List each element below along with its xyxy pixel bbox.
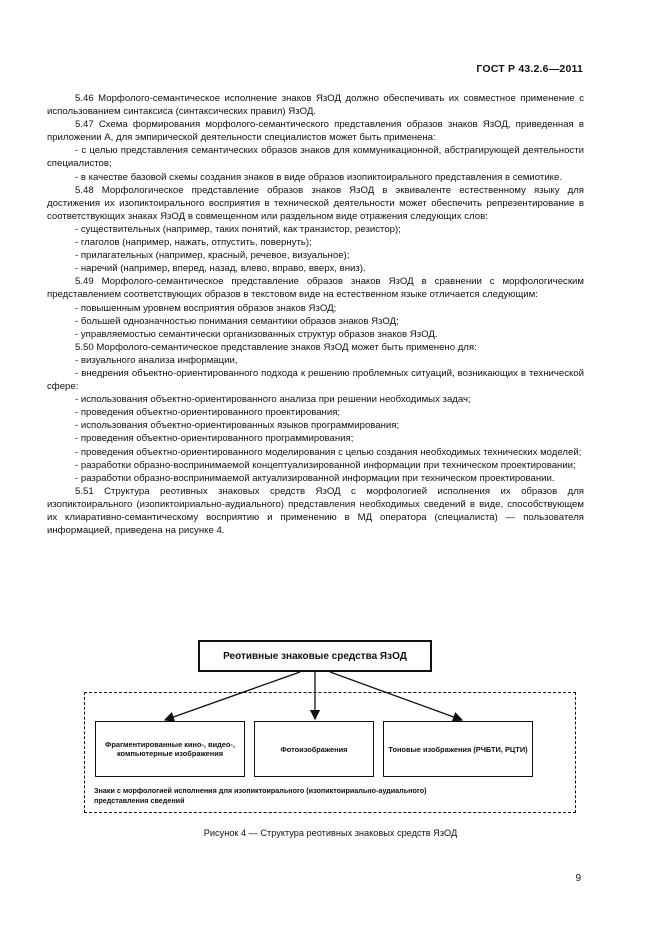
paragraph: - использования объектно-ориентированного анализа при решении необходимых задач; [75,394,471,406]
paragraph: - повышенным уровнем восприятия образов знаков ЯзОД; [75,302,337,314]
body-text [47,92,584,537]
dashed-group [84,692,576,813]
top-box: Реотивные знаковые средства ЯзОД [198,640,432,672]
paragraph: - управляемостью семантически организованных структур образов знаков ЯзОД. [75,328,438,340]
paragraph: - внедрения объектно-ориентированного подхода к решению проблемных ситуаций, возникающих в технической сфере: [47,367,584,393]
paragraph: - большей однозначностью понимания семантики образов знаков ЯзОД; [75,315,399,327]
paragraph: 5.51 Структура реотивных знаковых средств ЯзОД с морфологией исполнения их образов для изопиктоирального (изопиктоириально-аудиального) представления необходимых сведений в виде, способствующем их клиаративно-семантическому восприятию и применению в МД оператора (специалиста) — пользователя информацией, приведена на рисунке 4. [47,485,584,537]
page-number: 9 [575,873,581,884]
paragraph: - глаголов (например, нажать, отпустить, повернуть); [75,237,312,249]
paragraph: - проведения объектно-ориентированного программирования; [75,433,354,445]
paragraph: - прилагательных (например, красный, речевое, визуальное); [75,250,350,262]
box-fragmented-images: Фрагментированные кино-, видео-, компьютерные изображения [95,721,245,777]
document-code: ГОСТ Р 43.2.6—2011 [476,63,583,75]
paragraph: 5.47 Схема формирования морфолого-семантического представления образов знаков ЯзОД, приведенная в приложении А, для эмпирической деятельности специалистов может быть применена: [47,119,584,144]
box-tone-images: Тоновые изображения (РЧБТИ, РЦТИ) [383,721,533,777]
paragraph: - проведения объектно-ориентированного проектирования; [75,407,341,419]
paragraph: 5.50 Морфолого-семантическое представление знаков ЯзОД может быть применено для: [75,341,477,353]
paragraph: - в качестве базовой схемы создания знаков в виде образов изопиктоирального представления в семиотике. [75,171,562,183]
paragraph: - с целью представления семантических образов знаков для коммуникационной, абстрагирующей деятельности специалистов; [47,145,584,170]
paragraph: - разработки образно-воспринимаемой актуализированной информации при техническом проектировании. [75,472,555,484]
paragraph: - визуального анализа информации, [75,354,238,366]
dashed-group-label: Знаки с морфологией исполнения для изопиктоирального (изопиктоириально-аудиального) представления сведений [94,786,427,805]
paragraph: 5.49 Морфолого-семантическое представление образов знаков ЯзОД в сравнении с морфологическим представлением соответствующих образов в текстовом виде на естественном языке отличается следующим: [47,276,584,301]
figure-caption: Рисунок 4 — Структура реотивных знаковых средств ЯзОД [203,828,458,838]
paragraph: - существительных (например, таких понятий, как транзистор, резистор); [75,223,401,235]
paragraph: - разработки образно-воспринимаемой концептуализированной информации при техническом проектировании; [75,459,576,471]
paragraph: - проведения объектно-ориентированного моделирования с целью создания необходимых технических моделей; [75,446,582,458]
paragraph: - наречий (например, вперед, назад, влево, вправо, вверх, вниз). [75,263,366,275]
paragraph: 5.48 Морфологическое представление образов знаков ЯзОД в эквиваленте естественному языку для достижения их изопиктоирального восприятия в технической деятельности может обеспечить репрезентирование в соответствующих знаках ЯзОД в совмещенном или раздельном виде отражения следующих слов: [47,184,584,222]
arrow-right [330,672,462,720]
arrow-left [165,672,300,720]
paragraph: - использования объектно-ориентированных языков программирования; [75,420,400,432]
paragraph: 5.46 Морфолого-семантическое исполнение знаков ЯзОД должно обеспечивать их совместное применение с использованием синтаксиса (синтаксических правил) ЯзОД. [47,93,584,118]
box-photo-images: Фотоизображения [254,721,374,777]
